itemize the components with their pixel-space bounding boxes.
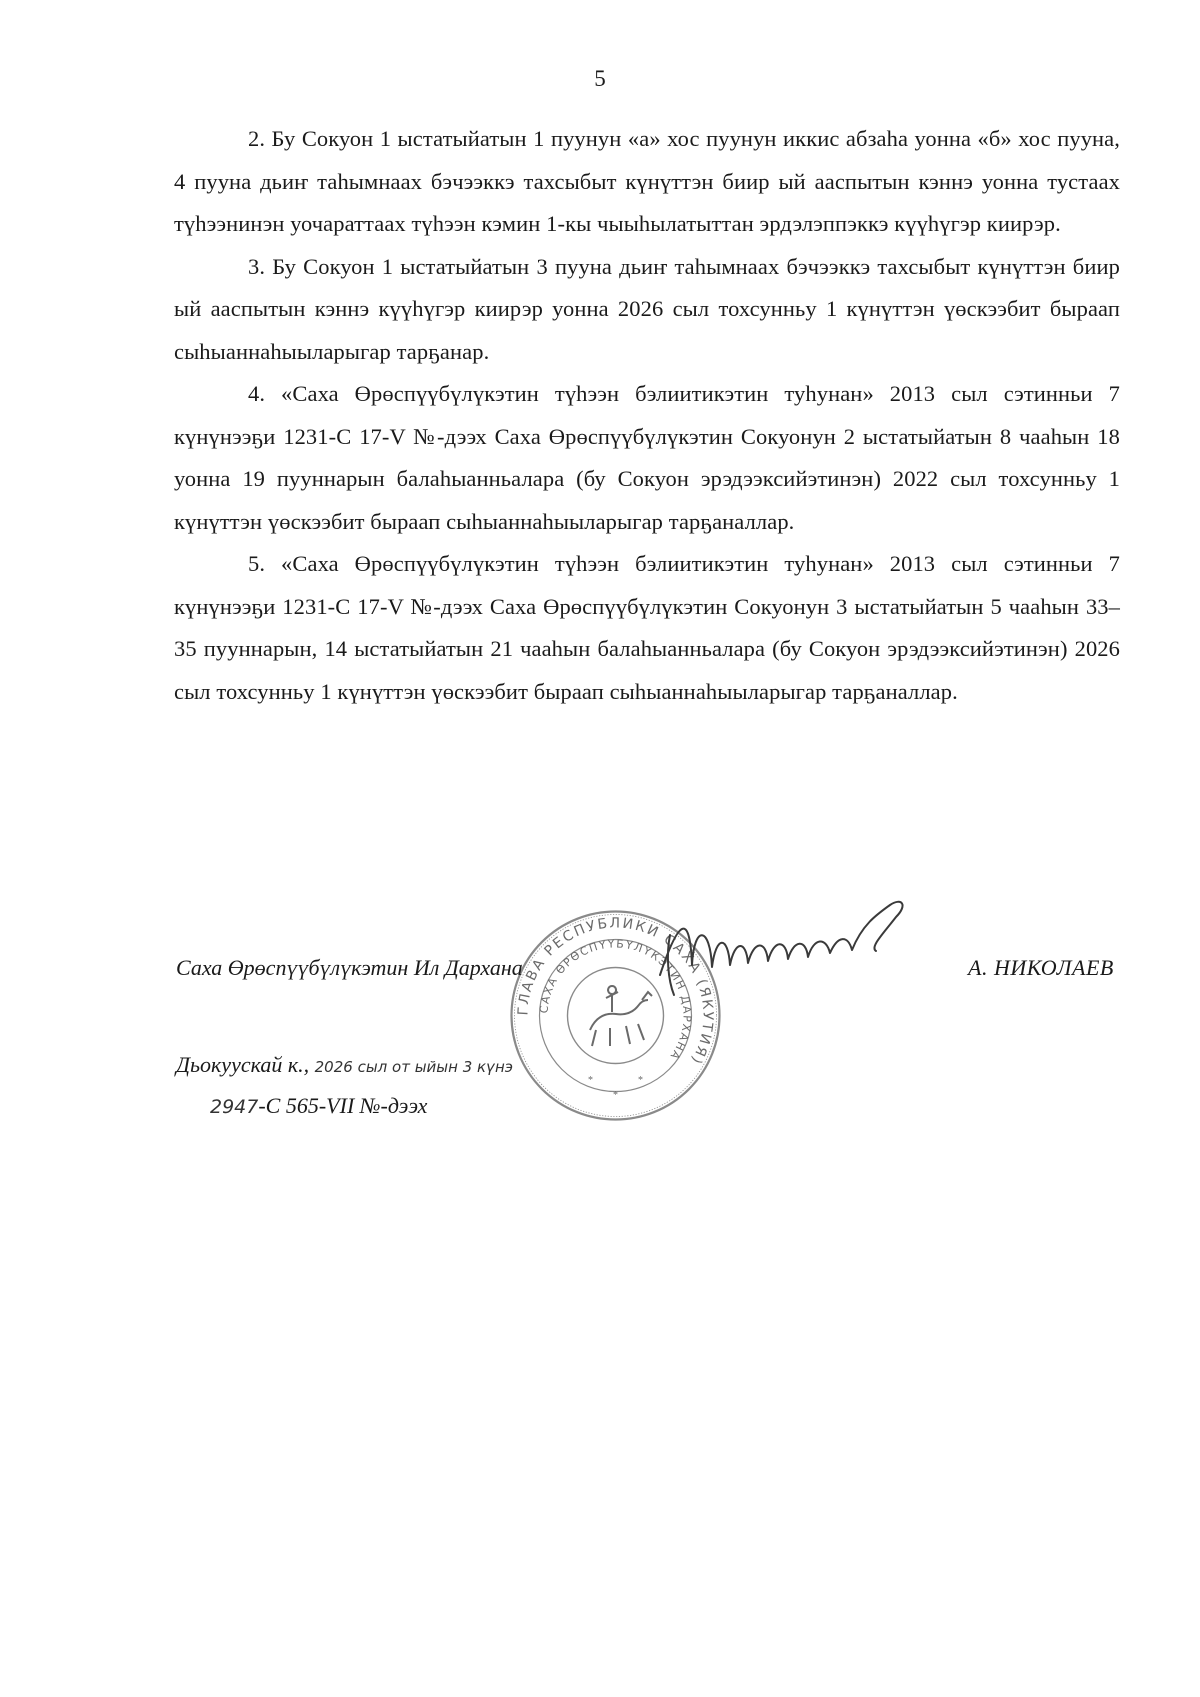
signing-place-date [176, 1052, 513, 1078]
svg-text:*: * [588, 1075, 593, 1086]
law-number [210, 1093, 427, 1119]
seal-outer-text: ГЛАВА РЕСПУБЛИКИ САХА (ЯКУТИЯ) [515, 915, 716, 1068]
handwritten-signature [650, 895, 950, 1005]
signatory-name: А. НИКОЛАЕВ [968, 955, 1114, 980]
paragraph-4: 4. «Саха Өрөспүүбүлүкэтин түһээн бэлиитикэтин туһунан» 2013 сыл сэтинньи 7 күнүнээҕи 1231-С 17-V №-дээх Саха Өрөспүүбүлүкэтин Сокуонун 2 ыстатыйатын 8 чааһын 18 уонна 19 пууннарын балаһыанньалара (бу Сокуон эрэдээксийэтинэн) 2022 сыл тохсунньу 1 күнүттэн үөскээбит быраап сыһыаннаһыыларыгар тарҕаналлар. [174, 381, 1120, 534]
handwritten-date: 2026 сыл от ыйын 3 күнэ [314, 1058, 514, 1076]
paragraph-5: 5. «Саха Өрөспүүбүлүкэтин түһээн бэлиитикэтин туһунан» 2013 сыл сэтинньи 7 күнүнээҕи 1231-С 17-V №-дээх Саха Өрөспүүбүлүкэтин Сокуонун 3 ыстатыйатын 5 чааһын 33–35 пууннарын, 14 ыстатыйатын 21 чааһын балаһыанньалара (бу Сокуон эрэдээксийэтинэн) 2026 сыл тохсунньу 1 күнүттэн үөскээбит быраап сыһыаннаһыыларыгар тарҕаналлар. [174, 551, 1120, 704]
svg-text:*: * [638, 1075, 643, 1086]
law-number-suffix: -С 565-VII №-дээх [258, 1093, 428, 1118]
signatory-title: Саха Өрөспүүбүлүкэтин Ил Дархана [176, 955, 523, 980]
document-body [174, 118, 1120, 713]
signing-place: Дьокуускай к., [176, 1052, 310, 1077]
svg-text:*: * [613, 1090, 618, 1101]
handwritten-number: 2947 [210, 1096, 259, 1118]
seal-emblem-icon [590, 986, 652, 1046]
seal-inner-text: САХА ӨРӨСПҮҮБҮЛҮКЭТИН ДАРХАНА [537, 937, 694, 1063]
paragraph-3: 3. Бу Сокуон 1 ыстатыйатын 3 пууна дьиҥ таһымнаах бэчээккэ тахсыбыт күнүттэн биир ый ааспытын кэннэ күүһүгэр киирэр уонна 2026 сыл тохсунньу 1 күнүттэн үөскээбит быраап сыһыаннаһыыларыгар тарҕанар. [174, 253, 1120, 364]
paragraph-2: 2. Бу Сокуон 1 ыстатыйатын 1 пуунун «а» хос пуунун иккис абзаһа уонна «б» хос пууна, 4 пууна дьиҥ таһымнаах бэчээккэ тахсыбыт күнүттэн биир ый ааспытын кэннэ уонна тустаах түһээнинэн уочараттаах түһээн кэмин 1-кы чыыһылатыттан эрдэлэппэккэ күүһүгэр киирэр. [174, 126, 1120, 236]
page-number: 5 [594, 66, 606, 91]
